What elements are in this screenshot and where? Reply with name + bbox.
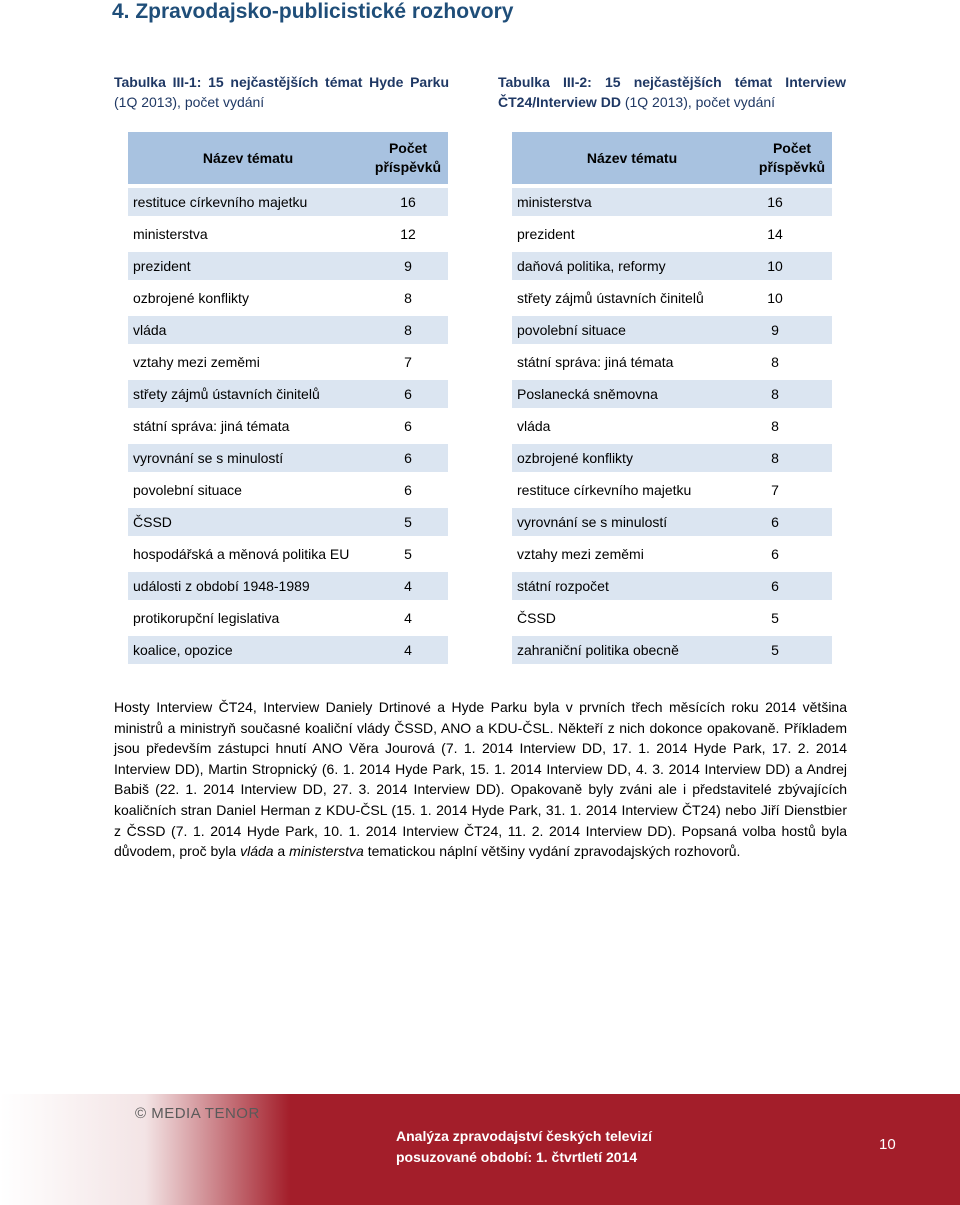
topic-name-cell: střety zájmů ústavních činitelů <box>517 290 704 306</box>
post-count-cell: 8 <box>404 290 412 306</box>
post-count-cell: 14 <box>767 226 783 242</box>
table-row <box>512 444 832 472</box>
topic-name-cell: vláda <box>128 316 368 344</box>
table-row <box>512 412 832 440</box>
paragraph-part1: Hosty Interview ČT24, Interview Daniely Drtinové a Hyde Parku byla v prvních třech měsících roku 2014 většina ministrů a ministryň současné koaliční vlády ČSSD, ANO a KDU-ČSL. Někteří z nich dokonce opakovaně. Příkladem jsou především zástupci hnutí ANO Věra Jourová (7. 1. 2014 Interview DD, 17. 1. 2014 Hyde Park, 17. 2. 2014 Interview DD), Martin Stropnický (6. 1. 2014 Hyde Park, 15. 1. 2014 Interview DD, 4. 3. 2014 Interview DD) a Andrej Babiš (22. 1. 2014 Interview DD, 27. 3. 2014 Interview DD). Opakovaně byly zváni ale i představitelé zbývajících koaličních stran Daniel Herman z KDU-ČSL (15. 1. 2014 Hyde Park, 31. 1. 2014 Interview ČT24) nebo Jiří Dienstbier z ČSSD (7. 1. 2014 Hyde Park, 10. 1. 2014 Interview ČT24, 11. 2. 2014 Interview DD). Popsaná volba hostů byla důvodem, proč byla <box>114 699 847 860</box>
table-row <box>128 284 448 312</box>
table-row <box>128 188 448 216</box>
topic-name-cell: ČSSD <box>517 610 556 626</box>
topic-name-cell: protikorupční legislativa <box>133 610 280 626</box>
table-row <box>128 412 448 440</box>
topic-name-cell: vláda <box>517 418 551 434</box>
topic-name-cell: vztahy mezi zeměmi <box>133 354 260 370</box>
table-row <box>512 316 832 344</box>
caption-right-bold: Tabulka III-2: 15 nejčastějších témat Interview ČT24/Interview DD <box>498 74 846 110</box>
table-row <box>128 220 448 248</box>
table-row <box>128 604 448 632</box>
paragraph-italic-vlada: vláda <box>240 843 274 860</box>
table-row <box>128 348 448 376</box>
table-left-caption <box>114 72 449 112</box>
topic-name-cell: prezident <box>517 226 575 242</box>
post-count-cell: 8 <box>771 418 779 434</box>
post-count-cell: 10 <box>767 290 783 306</box>
topics-table-left <box>128 128 448 668</box>
post-count-cell: 6 <box>368 380 448 408</box>
table-row <box>128 572 448 600</box>
topic-name-cell: ČSSD <box>128 508 368 536</box>
post-count-cell: 4 <box>368 572 448 600</box>
table-row <box>512 604 832 632</box>
table-row <box>128 476 448 504</box>
post-count-cell: 16 <box>368 188 448 216</box>
post-count-cell: 5 <box>771 610 779 626</box>
table-row <box>128 316 448 344</box>
topic-name-cell: vyrovnání se s minulostí <box>512 508 752 536</box>
table-row <box>512 348 832 376</box>
topic-name-cell: vztahy mezi zeměmi <box>517 546 644 562</box>
caption-right-normal: (1Q 2013), počet vydání <box>620 94 776 110</box>
table-row <box>512 220 832 248</box>
paragraph-part2: a <box>273 843 290 860</box>
post-count-cell: 5 <box>752 636 832 664</box>
table-row <box>512 252 832 280</box>
table-row <box>512 188 832 216</box>
post-count-cell: 6 <box>771 546 779 562</box>
topic-name-cell: střety zájmů ústavních činitelů <box>128 380 368 408</box>
table-row <box>128 444 448 472</box>
topic-name-cell: státní správa: jiná témata <box>133 418 290 434</box>
post-count-cell: 6 <box>752 572 832 600</box>
table-row <box>128 508 448 536</box>
post-count-cell: 5 <box>404 546 412 562</box>
topic-name-cell: restituce církevního majetku <box>517 482 692 498</box>
topic-name-cell: Poslanecká sněmovna <box>512 380 752 408</box>
table-row <box>512 284 832 312</box>
header-topic-name: Název tématu <box>512 132 752 184</box>
header-post-count: Počet příspěvků <box>752 132 832 184</box>
post-count-cell: 7 <box>404 354 412 370</box>
post-count-cell: 8 <box>752 444 832 472</box>
footer-title-line1: Analýza zpravodajství českých televizí <box>396 1128 653 1144</box>
post-count-cell: 6 <box>404 482 412 498</box>
topic-name-cell: ozbrojené konflikty <box>512 444 752 472</box>
topic-name-cell: státní rozpočet <box>512 572 752 600</box>
footer-title <box>396 1126 652 1168</box>
topic-name-cell: daňová politika, reformy <box>512 252 752 280</box>
body-paragraph <box>114 697 847 862</box>
footer-title-line2: posuzované období: 1. čtvrtletí 2014 <box>396 1149 638 1165</box>
table-row <box>512 508 832 536</box>
table-row <box>512 636 832 664</box>
topic-name-cell: povolební situace <box>133 482 242 498</box>
page-footer <box>0 1094 960 1205</box>
section-heading: 4. Zpravodajsko-publicistické rozhovory <box>112 0 514 23</box>
table-right-caption <box>498 72 846 112</box>
topic-name-cell: státní správa: jiná témata <box>517 354 674 370</box>
post-count-cell: 12 <box>400 226 416 242</box>
post-count-cell: 6 <box>368 444 448 472</box>
topic-name-cell: vyrovnání se s minulostí <box>128 444 368 472</box>
header-topic-name: Název tématu <box>128 132 368 184</box>
post-count-cell: 7 <box>771 482 779 498</box>
media-tenor-logo: © MEDIA TENOR <box>135 1105 260 1122</box>
topics-table-right <box>512 128 832 668</box>
table-row <box>512 572 832 600</box>
caption-left-normal: (1Q 2013), počet vydání <box>114 94 265 110</box>
topic-name-cell: události z období 1948-1989 <box>128 572 368 600</box>
post-count-cell: 8 <box>368 316 448 344</box>
page-number: 10 <box>879 1136 896 1153</box>
post-count-cell: 9 <box>752 316 832 344</box>
table-row <box>128 636 448 664</box>
post-count-cell: 4 <box>404 610 412 626</box>
post-count-cell: 8 <box>752 380 832 408</box>
paragraph-part3: tematickou náplní většiny vydání zpravodajských rozhovorů. <box>363 843 741 860</box>
table-row <box>128 540 448 568</box>
topic-name-cell: ozbrojené konflikty <box>133 290 249 306</box>
table-row <box>512 540 832 568</box>
topic-name-cell: hospodářská a měnová politika EU <box>133 546 350 562</box>
post-count-cell: 5 <box>368 508 448 536</box>
post-count-cell: 10 <box>752 252 832 280</box>
topic-name-cell: koalice, opozice <box>128 636 368 664</box>
post-count-cell: 6 <box>404 418 412 434</box>
caption-left-bold: Tabulka III-1: 15 nejčastějších témat Hyde Parku <box>114 74 449 90</box>
table-row <box>128 252 448 280</box>
topic-name-cell: prezident <box>128 252 368 280</box>
post-count-cell: 16 <box>752 188 832 216</box>
topic-name-cell: zahraniční politika obecně <box>512 636 752 664</box>
table-row <box>512 380 832 408</box>
post-count-cell: 9 <box>368 252 448 280</box>
table-row <box>128 380 448 408</box>
post-count-cell: 6 <box>752 508 832 536</box>
post-count-cell: 4 <box>368 636 448 664</box>
topic-name-cell: ministerstva <box>512 188 752 216</box>
table-row <box>512 476 832 504</box>
topic-name-cell: restituce církevního majetku <box>128 188 368 216</box>
topic-name-cell: povolební situace <box>512 316 752 344</box>
topic-name-cell: ministerstva <box>133 226 208 242</box>
paragraph-italic-ministerstva: ministerstva <box>289 843 364 860</box>
post-count-cell: 8 <box>771 354 779 370</box>
header-post-count: Počet příspěvků <box>368 132 448 184</box>
